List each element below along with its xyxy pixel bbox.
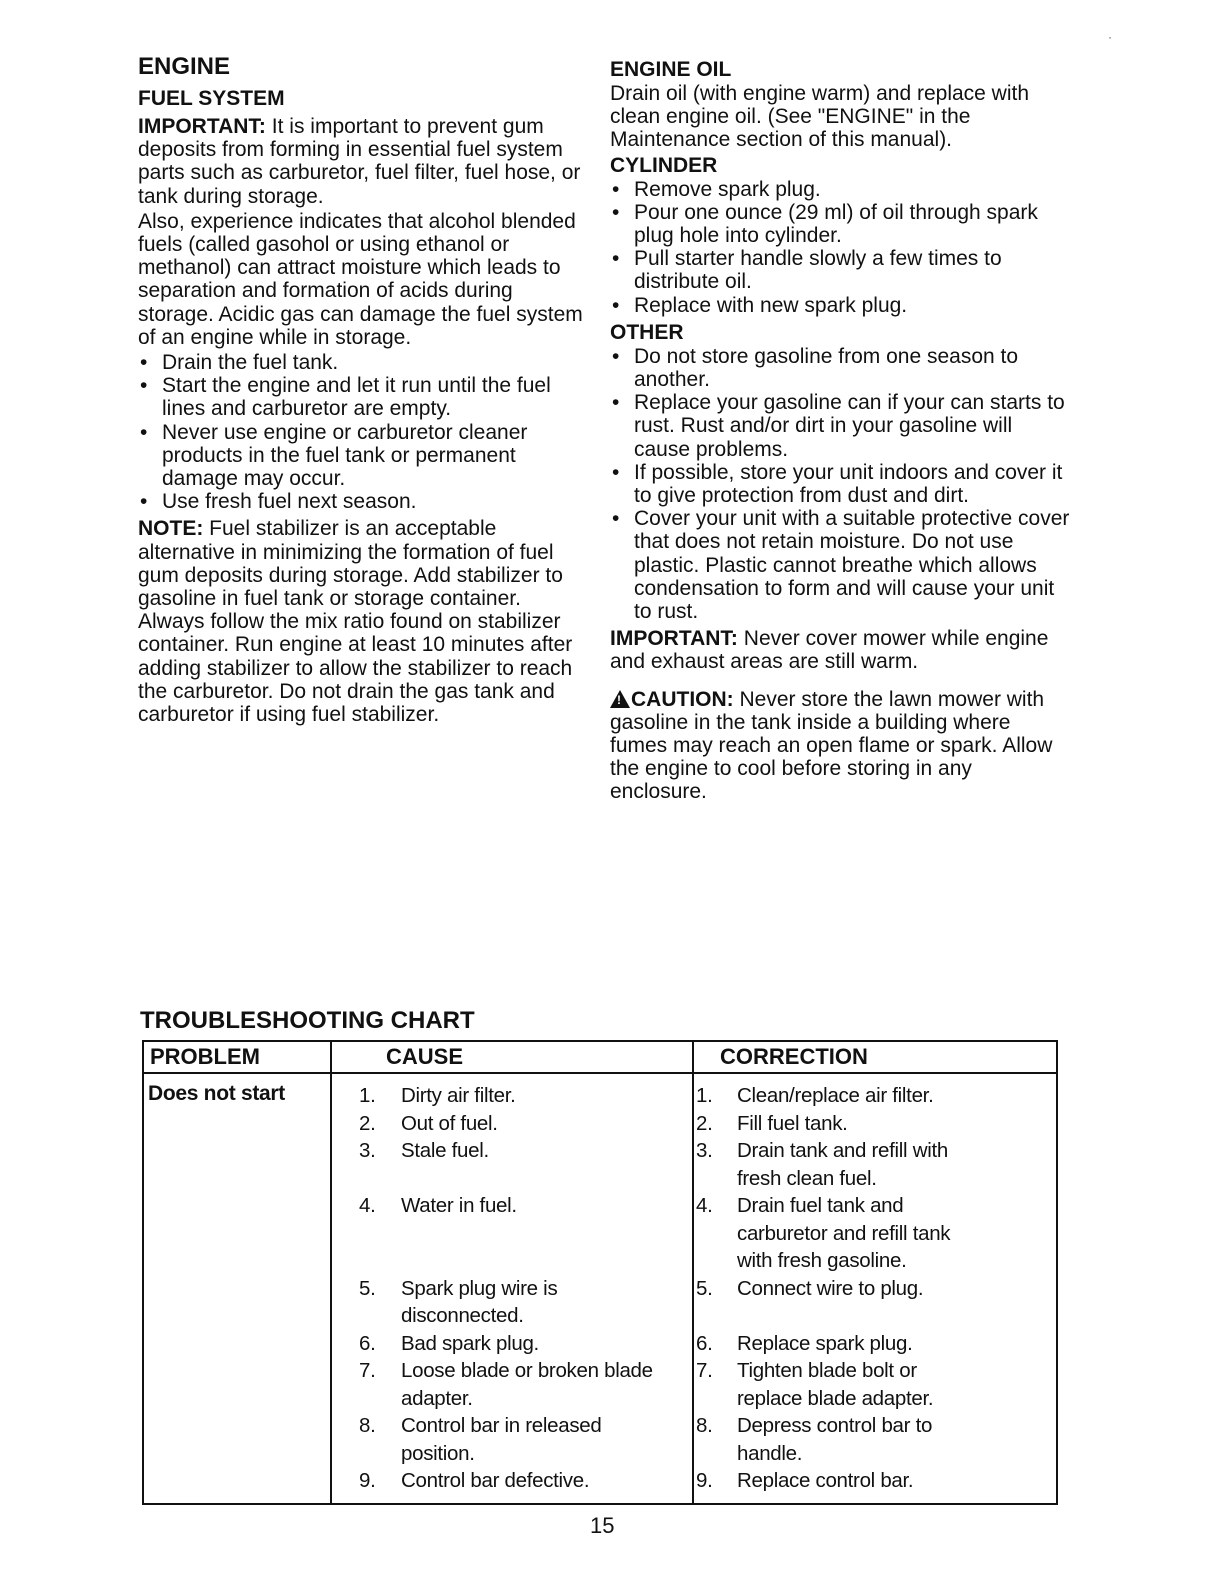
correction-item: 6. Replace spark plug.	[696, 1331, 913, 1355]
fuel-system-heading: FUEL SYSTEM	[138, 87, 285, 110]
list-item: • Replace your gasoline can if your can starts to rust. Rust and/or dirt in your gasoline will cause problems.	[612, 391, 1065, 461]
engine-oil-text: Drain oil (with engine warm) and replace with clean engine oil. (See "ENGINE" in the Maintenance section of this manual).	[610, 82, 1030, 152]
cause-header: CAUSE	[331, 1041, 693, 1073]
cause-item: 9. Control bar defective.	[359, 1469, 590, 1492]
fuel-bullet-list	[138, 351, 590, 513]
correction-item: 7. Tighten blade bolt or replace blade adapter.	[696, 1359, 934, 1410]
list-item: • Pull starter handle slowly a few times to distribute oil.	[612, 247, 1002, 294]
cause-item: 2. Out of fuel.	[359, 1111, 498, 1135]
caution-paragraph	[610, 688, 1070, 804]
troubleshooting-title: TROUBLESHOOTING CHART	[140, 1007, 475, 1034]
important-warm-text: Never cover mower while engine and exhaust areas are still warm.	[610, 627, 1049, 674]
correction-item: 9. Replace control bar.	[696, 1469, 914, 1492]
list-item: • Drain the fuel tank.	[140, 351, 339, 375]
table-row	[143, 1073, 1057, 1504]
cause-item: 1. Dirty air filter.	[359, 1084, 516, 1107]
other-heading: OTHER	[610, 320, 684, 344]
correction-cell	[693, 1073, 1057, 1504]
note-label: NOTE:	[138, 517, 204, 541]
caution-text: Never store the lawn mower with gasoline in the tank inside a building where fumes may reach an open flame or spark. Allow the engine to cool before storing in any enclosure.	[610, 687, 1053, 804]
cause-item: 4. Water in fuel.	[359, 1194, 517, 1217]
correction-header: CORRECTION	[693, 1041, 1057, 1073]
list-item: • Cover your unit with a suitable protective cover that does not retain moisture. Do not use plastic. Plastic cannot breathe which allows condensation to form and will cause your unit to rust.	[612, 507, 1070, 624]
correction-item: 1. Clean/replace air filter.	[696, 1084, 934, 1107]
list-item: • Remove spark plug.	[612, 177, 821, 201]
table-header-row	[143, 1041, 1057, 1073]
list-item: • If possible, store your unit indoors and cover it to give protection from dust and dirt.	[612, 460, 1063, 508]
list-item: • Pour one ounce (29 ml) of oil through spark plug hole into cylinder.	[612, 200, 1038, 248]
important-text: It is important to prevent gum deposits from forming in essential fuel system parts such as carburetor, fuel filter, fuel hose, or tank during storage.	[138, 115, 581, 208]
scan-speck: ·	[1108, 30, 1112, 44]
cylinder-bullet-list	[610, 178, 1070, 317]
alcohol-paragraph: Also, experience indicates that alcohol blended fuels (called gasohol or using ethanol or methanol) can attract moisture which leads to separation and formation of acids during storage. Acidic gas can damage the fuel system of an engine while in storage.	[138, 209, 583, 349]
cause-item: 5. Spark plug wire is disconnected.	[359, 1276, 558, 1327]
correction-item: 2. Fill fuel tank.	[696, 1111, 848, 1135]
list-item: • Use fresh fuel next season.	[140, 490, 417, 514]
cause-item: 7. Loose blade or broken blade adapter.	[359, 1359, 653, 1410]
list-item: • Start the engine and let it run until the fuel lines and carburetor are empty.	[140, 374, 551, 421]
important-paragraph	[138, 115, 590, 208]
cause-item: 8. Control bar in released position.	[359, 1414, 602, 1465]
cause-item: 3. Stale fuel.	[359, 1139, 489, 1162]
correction-item: 5. Connect wire to plug.	[696, 1276, 924, 1300]
important-warm-paragraph	[610, 627, 1070, 673]
problem-header: PROBLEM	[143, 1041, 331, 1073]
cause-item: 6. Bad spark plug.	[359, 1331, 539, 1355]
right-column	[610, 52, 1070, 806]
warning-triangle-icon: !	[610, 690, 630, 708]
note-paragraph	[138, 517, 590, 726]
engine-heading: ENGINE	[138, 53, 231, 80]
other-bullet-list	[610, 345, 1070, 623]
correction-item: 4. Drain fuel tank and carburetor and refill tank with fresh gasoline.	[696, 1194, 951, 1272]
list-item: • Never use engine or carburetor cleaner products in the fuel tank or permanent damage may occur.	[140, 420, 528, 491]
cylinder-heading: CYLINDER	[610, 153, 718, 177]
problem-cell: Does not start	[143, 1073, 331, 1504]
left-column	[138, 52, 590, 728]
page-number: 15	[590, 1513, 615, 1538]
caution-label: CAUTION:	[631, 687, 734, 711]
note-text: Fuel stabilizer is an acceptable alternative in minimizing the formation of fuel gum deposits during storage. Add stabilizer to gasoline in fuel tank or storage container. Always follow the mix ratio found on stabilizer container. Run engine at least 10 minutes after adding stabilizer to allow the stabilizer to reach the carburetor. Do not drain the gas tank and carburetor if using fuel stabilizer.	[138, 517, 573, 727]
correction-item: 3. Drain tank and refill with fresh clean fuel.	[696, 1139, 948, 1190]
important-label: IMPORTANT:	[138, 115, 266, 138]
list-item: • Replace with new spark plug.	[612, 293, 908, 317]
cause-cell	[331, 1073, 693, 1504]
list-item: • Do not store gasoline from one season to another.	[612, 344, 1019, 392]
engine-oil-heading: ENGINE OIL	[610, 58, 732, 81]
important-label: IMPORTANT:	[610, 627, 738, 651]
troubleshooting-table	[142, 1040, 1058, 1505]
correction-item: 8. Depress control bar to handle.	[696, 1414, 933, 1465]
